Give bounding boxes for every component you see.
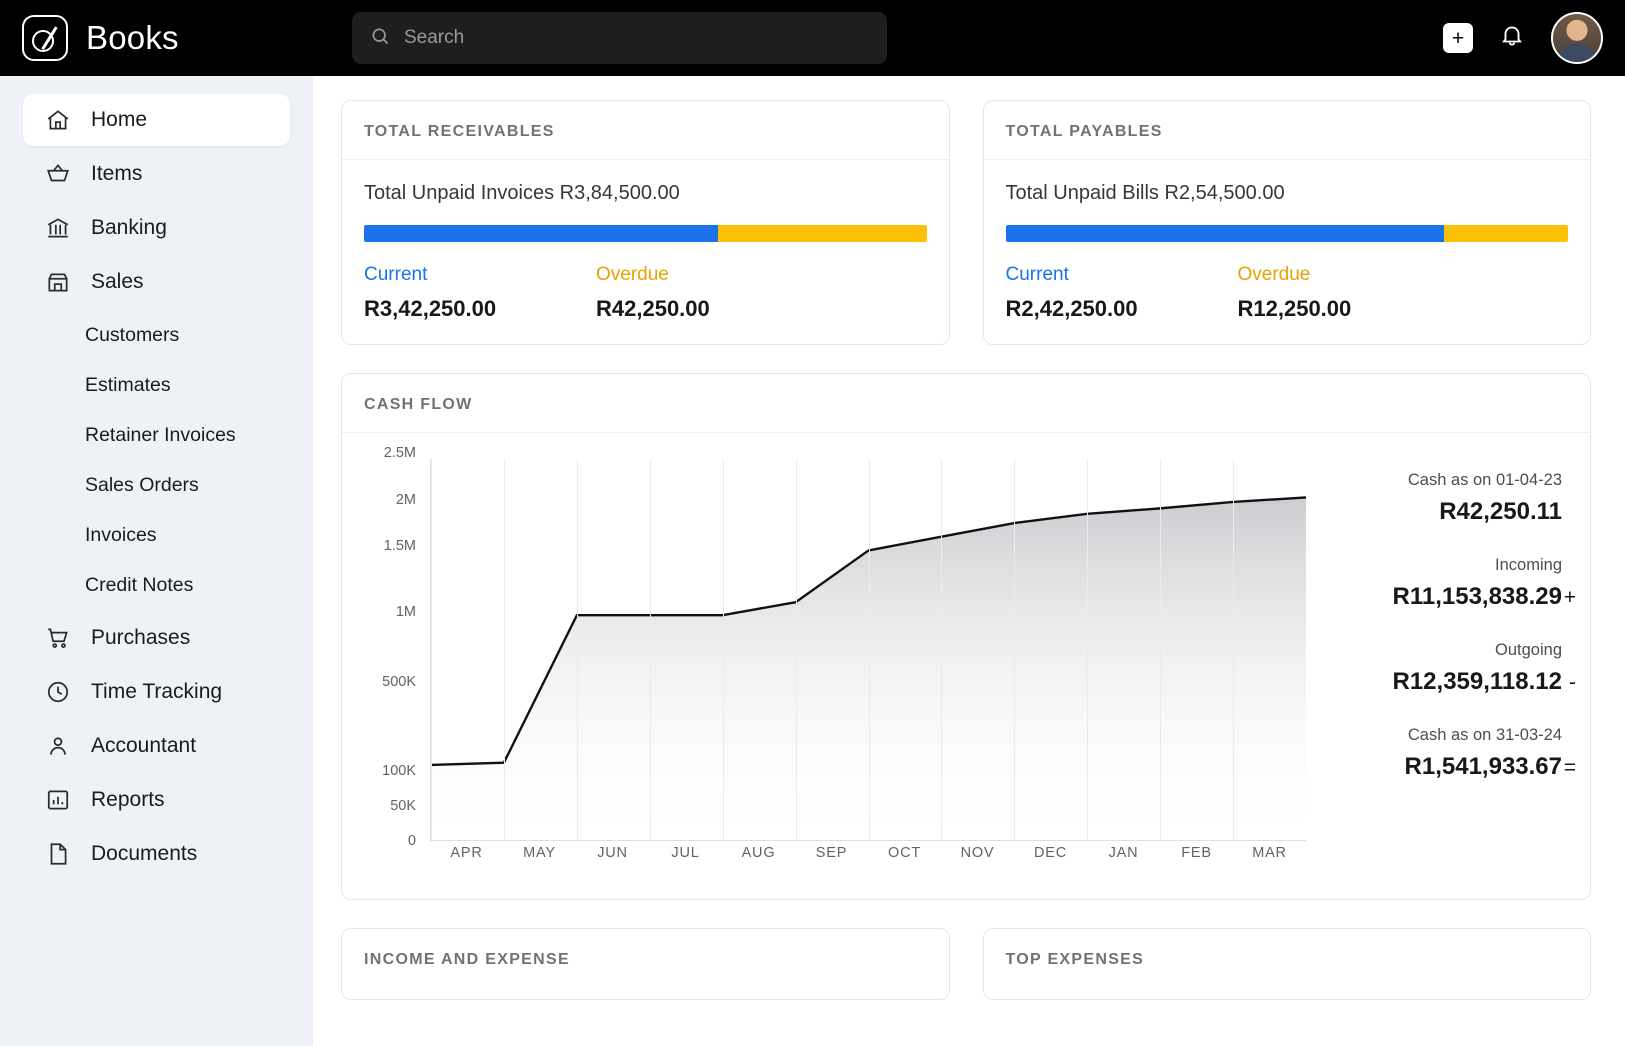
x-axis-tick: AUG [741, 845, 776, 861]
sidebar-item-label: Banking [91, 216, 167, 239]
legend-value-current: R3,42,250.00 [364, 296, 497, 321]
card-title: INCOME AND EXPENSE [364, 951, 570, 968]
grid-line [1160, 459, 1161, 840]
sidebar-item-label: Home [91, 108, 148, 131]
cart-icon [45, 625, 71, 651]
sidebar-subitem-estimates[interactable]: Estimates [85, 373, 171, 396]
clock-icon [45, 679, 71, 705]
legend-label-current: Current [1005, 264, 1069, 285]
summary-label: Outgoing [1495, 641, 1562, 659]
sidebar-item-label: Purchases [91, 626, 191, 649]
summary-label: Incoming [1495, 556, 1562, 574]
person-icon [45, 733, 71, 759]
unpaid-invoices-text: Total Unpaid Invoices R3,84,500.00 [364, 182, 680, 204]
unpaid-bills-text: Total Unpaid Bills R2,54,500.00 [1005, 182, 1285, 204]
sidebar-item-label: Documents [91, 842, 198, 865]
bank-icon [45, 215, 71, 241]
sidebar-item-accountant[interactable] [23, 720, 290, 772]
sidebar-item-label: Reports [91, 788, 165, 811]
bar-segment-current [1006, 225, 1445, 242]
legend-label-current: Current [364, 264, 428, 285]
sidebar-item-banking[interactable] [23, 202, 290, 254]
y-axis-labels [364, 445, 422, 849]
chart-plot-area [430, 459, 1306, 841]
sidebar-item-items[interactable] [23, 148, 290, 200]
bar-segment-overdue [1444, 225, 1568, 242]
bar-segment-current [364, 225, 718, 242]
search-icon [370, 26, 390, 51]
x-axis-tick: JUL [671, 845, 700, 861]
x-axis-tick: APR [450, 845, 483, 861]
items-icon [45, 161, 71, 187]
summary-value: R12,359,118.12 [1392, 668, 1562, 695]
grid-line [431, 459, 432, 840]
grid-line [869, 459, 870, 840]
app-title: Books [86, 19, 179, 56]
avatar[interactable] [1551, 12, 1603, 64]
home-icon [45, 107, 71, 133]
grid-line [796, 459, 797, 840]
x-axis-tick: MAR [1252, 845, 1287, 861]
top-bar [0, 0, 1625, 76]
chart-icon [45, 787, 71, 813]
receivables-progress-bar [364, 225, 927, 242]
brand[interactable] [22, 15, 312, 61]
cash-flow-chart [364, 445, 1306, 883]
summary-value: R1,541,933.67 [1404, 753, 1562, 780]
sidebar-item-label: Time Tracking [91, 680, 223, 703]
summary-operator: - [1569, 671, 1576, 694]
card-title: TOTAL PAYABLES [984, 101, 1591, 160]
top-expenses-card [983, 928, 1592, 1000]
summary-label: Cash as on 31-03-24 [1407, 726, 1562, 744]
summary-operator: + [1563, 586, 1576, 609]
kpi-row [341, 100, 1591, 345]
x-axis-tick: DEC [1033, 845, 1068, 861]
y-axis-tick: 2.5M [383, 445, 416, 461]
cash-flow-card [341, 373, 1591, 900]
bell-icon[interactable] [1499, 22, 1525, 55]
sidebar-subitem-credit-notes[interactable]: Credit Notes [85, 573, 194, 596]
card-title: CASH FLOW [342, 374, 1590, 433]
store-icon [45, 269, 71, 295]
summary-label: Cash as on 01-04-23 [1407, 471, 1562, 489]
sidebar [0, 76, 313, 1046]
x-axis-tick: MAY [523, 845, 556, 861]
grid-line [723, 459, 724, 840]
grid-line [1233, 459, 1234, 840]
legend-value-overdue: R42,250.00 [596, 296, 710, 321]
sidebar-item-label: Accountant [91, 734, 197, 757]
cash-flow-summary [1306, 453, 1576, 883]
grid-line [577, 459, 578, 840]
x-axis-tick: SEP [815, 845, 848, 861]
payables-current [1006, 264, 1238, 322]
summary-closing-cash [1324, 726, 1576, 781]
top-bar-actions [1443, 12, 1603, 64]
summary-value: R42,250.11 [1439, 498, 1562, 525]
payables-progress-bar [1006, 225, 1569, 242]
sidebar-item-label: Items [91, 162, 143, 185]
y-axis-tick: 50K [390, 798, 416, 815]
x-axis-tick: NOV [960, 845, 995, 861]
sidebar-subitem-retainer-invoices[interactable]: Retainer Invoices [85, 423, 236, 446]
income-and-expense-card [341, 928, 950, 1000]
sidebar-item-sales[interactable] [23, 256, 290, 308]
sidebar-item-reports[interactable] [23, 774, 290, 826]
y-axis-tick: 0 [407, 833, 416, 849]
legend-label-overdue: Overdue [596, 264, 669, 285]
sidebar-item-purchases[interactable] [23, 612, 290, 664]
total-payables-card [983, 100, 1592, 345]
card-title: TOP EXPENSES [1005, 951, 1145, 968]
grid-line [504, 459, 505, 840]
y-axis-tick: 1M [395, 604, 416, 621]
y-axis-tick: 1.5M [383, 538, 416, 555]
sidebar-item-label: Sales [91, 270, 144, 293]
bottom-row [341, 928, 1591, 1000]
y-axis-tick: 2M [395, 491, 416, 508]
grid-line [1087, 459, 1088, 840]
books-logo-icon [22, 15, 68, 61]
x-axis-tick: FEB [1181, 845, 1212, 861]
summary-operator: = [1563, 756, 1576, 779]
sidebar-item-documents[interactable] [23, 828, 290, 880]
card-title: TOTAL RECEIVABLES [342, 101, 949, 160]
sidebar-subitem-sales-orders[interactable]: Sales Orders [85, 473, 199, 496]
x-axis-labels [430, 845, 1306, 875]
legend-value-current: R2,42,250.00 [1005, 296, 1138, 321]
summary-outgoing [1324, 641, 1576, 696]
x-axis-tick: JUN [597, 845, 628, 861]
x-axis-tick: JAN [1108, 845, 1139, 861]
sidebar-item-home[interactable] [23, 94, 290, 146]
sidebar-subitem-customers[interactable]: Customers [85, 323, 180, 346]
total-receivables-card [341, 100, 950, 345]
legend-value-overdue: R12,250.00 [1237, 296, 1352, 321]
search-box[interactable] [352, 12, 887, 64]
summary-opening-cash [1324, 471, 1562, 526]
sidebar-item-time-tracking[interactable] [23, 666, 290, 718]
grid-line [1014, 459, 1015, 840]
bar-segment-overdue [718, 225, 926, 242]
y-axis-tick: 100K [382, 763, 416, 780]
search-input[interactable] [404, 27, 869, 49]
x-axis-tick: OCT [887, 845, 922, 861]
payables-overdue [1238, 264, 1470, 322]
receivables-overdue [596, 264, 828, 322]
document-icon [45, 841, 71, 867]
legend-label-overdue: Overdue [1237, 264, 1311, 285]
sidebar-subitem-invoices[interactable]: Invoices [85, 523, 157, 546]
grid-line [941, 459, 942, 840]
y-axis-tick: 500K [382, 673, 416, 690]
main-content [313, 76, 1625, 1046]
add-new-button[interactable]: + [1443, 23, 1473, 53]
summary-incoming [1324, 556, 1576, 611]
summary-value: R11,153,838.29 [1392, 583, 1562, 610]
grid-line [650, 459, 651, 840]
receivables-current [364, 264, 596, 322]
